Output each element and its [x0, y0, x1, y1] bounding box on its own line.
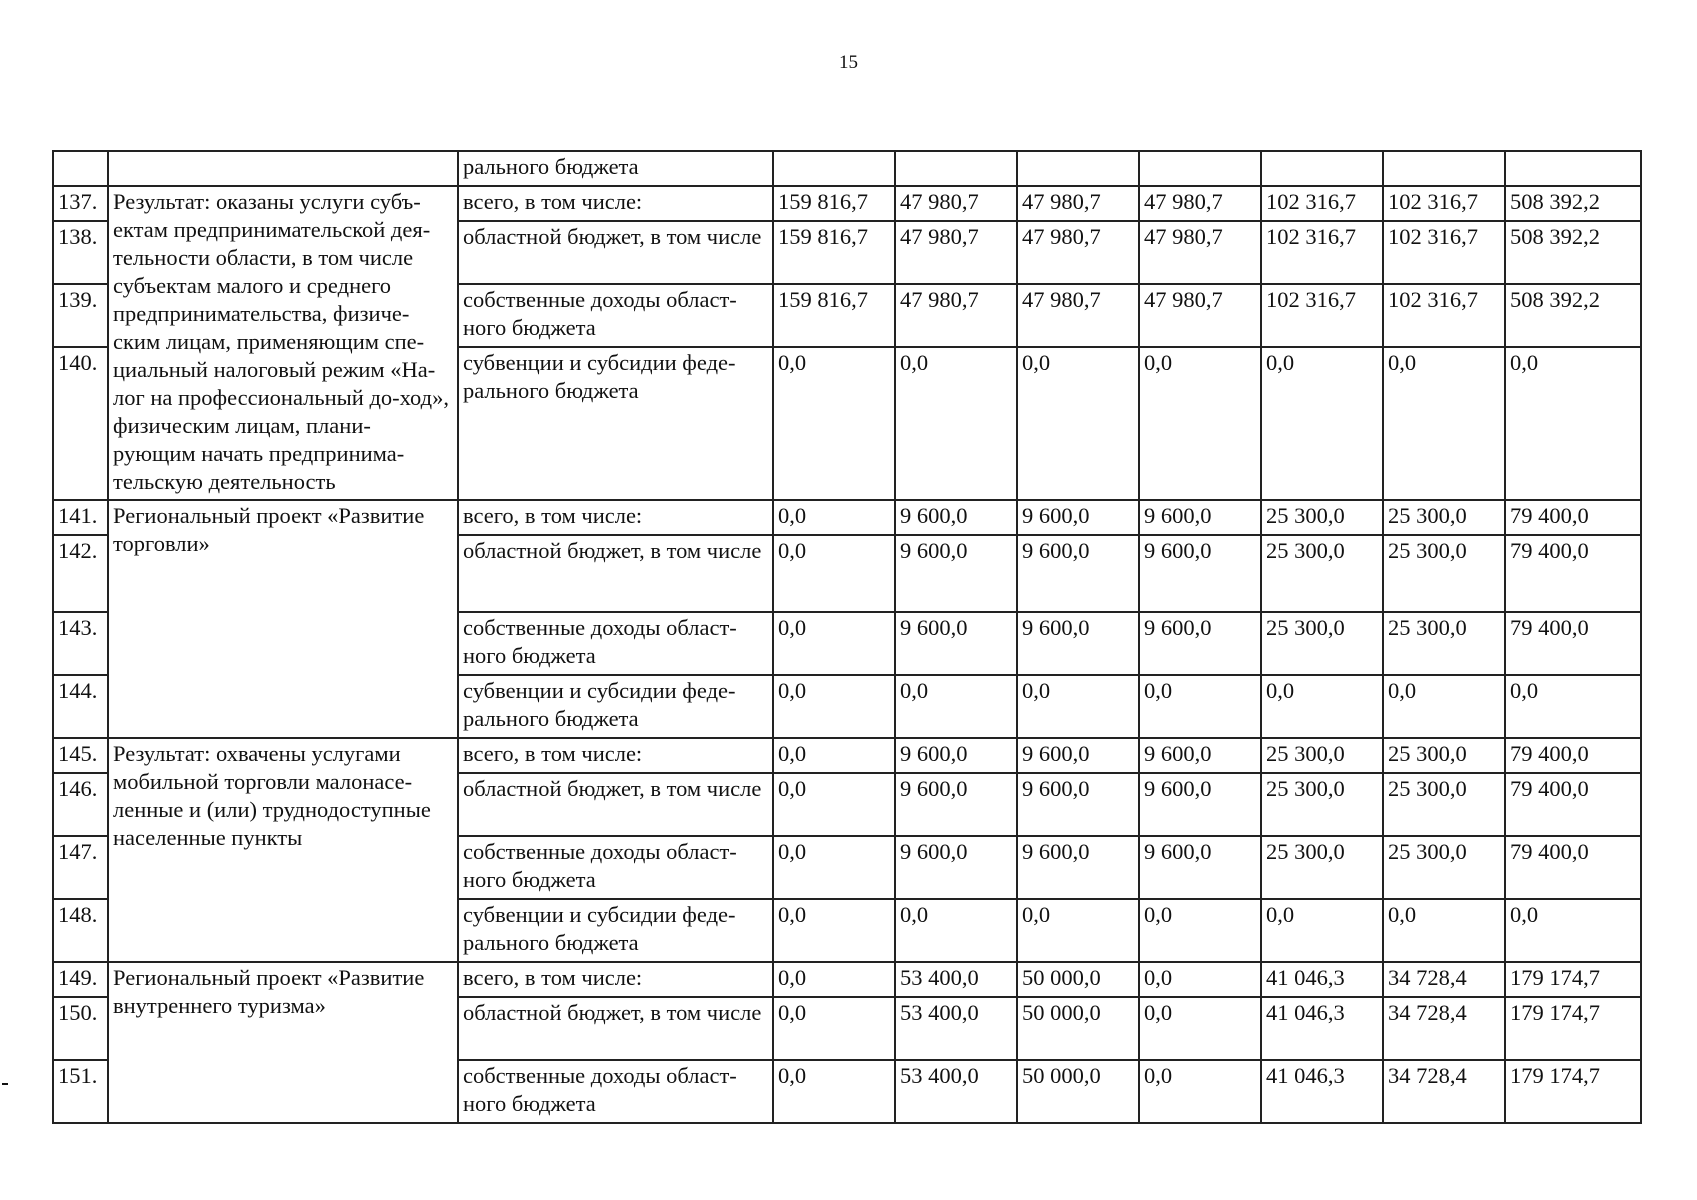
amount-cell: 25 300,0	[1261, 500, 1383, 535]
margin-mark	[2, 1083, 8, 1085]
amount-cell: 9 600,0	[1017, 500, 1139, 535]
funding-source-cell: всего, в том числе:	[458, 738, 773, 773]
row-number-cell: 142.	[53, 535, 108, 612]
row-number-cell: 141.	[53, 500, 108, 535]
amount-cell: 102 316,7	[1383, 221, 1505, 284]
amount-cell: 41 046,3	[1261, 1060, 1383, 1123]
amount-cell: 0,0	[1383, 899, 1505, 962]
amount-cell: 79 400,0	[1505, 836, 1641, 899]
amount-cell: 47 980,7	[895, 284, 1017, 347]
amount-cell: 508 392,2	[1505, 186, 1641, 221]
amount-cell: 9 600,0	[1139, 836, 1261, 899]
amount-cell: 0,0	[773, 773, 895, 836]
amount-cell: 179 174,7	[1505, 962, 1641, 997]
funding-source-cell: всего, в том числе:	[458, 186, 773, 221]
amount-cell: 0,0	[1139, 347, 1261, 500]
amount-cell: 25 300,0	[1383, 612, 1505, 675]
table-row	[53, 151, 1641, 186]
amount-cell: 41 046,3	[1261, 997, 1383, 1060]
amount-cell: 53 400,0	[895, 1060, 1017, 1123]
amount-cell: 0,0	[895, 899, 1017, 962]
amount-cell: 0,0	[773, 675, 895, 738]
amount-cell	[895, 151, 1017, 186]
row-number-cell: 145.	[53, 738, 108, 773]
amount-cell: 0,0	[1139, 899, 1261, 962]
funding-source-cell: областной бюджет, в том числе	[458, 535, 773, 612]
amount-cell: 0,0	[1505, 899, 1641, 962]
row-number-cell: 149.	[53, 962, 108, 997]
amount-cell: 25 300,0	[1383, 836, 1505, 899]
funding-source-cell: всего, в том числе:	[458, 500, 773, 535]
amount-cell: 9 600,0	[1139, 500, 1261, 535]
amount-cell: 0,0	[773, 535, 895, 612]
funding-source-cell: рального бюджета	[458, 151, 773, 186]
amount-cell: 0,0	[895, 675, 1017, 738]
amount-cell	[773, 151, 895, 186]
amount-cell: 79 400,0	[1505, 500, 1641, 535]
amount-cell: 9 600,0	[1139, 535, 1261, 612]
amount-cell: 0,0	[773, 500, 895, 535]
amount-cell: 0,0	[773, 738, 895, 773]
amount-cell	[1139, 151, 1261, 186]
row-number-cell	[53, 151, 108, 186]
amount-cell: 47 980,7	[895, 186, 1017, 221]
table-row	[53, 186, 1641, 221]
amount-cell: 0,0	[895, 347, 1017, 500]
amount-cell: 0,0	[1139, 675, 1261, 738]
row-number-cell: 144.	[53, 675, 108, 738]
amount-cell: 47 980,7	[1017, 284, 1139, 347]
amount-cell: 79 400,0	[1505, 773, 1641, 836]
amount-cell: 508 392,2	[1505, 284, 1641, 347]
amount-cell: 0,0	[1017, 675, 1139, 738]
amount-cell: 47 980,7	[895, 221, 1017, 284]
amount-cell: 9 600,0	[1139, 773, 1261, 836]
funding-source-cell: областной бюджет, в том числе	[458, 221, 773, 284]
row-number-cell: 138.	[53, 221, 108, 284]
amount-cell: 159 816,7	[773, 284, 895, 347]
amount-cell: 0,0	[773, 899, 895, 962]
amount-cell: 0,0	[773, 1060, 895, 1123]
funding-source-cell: всего, в том числе:	[458, 962, 773, 997]
funding-source-cell: собственные доходы област-ного бюджета	[458, 1060, 773, 1123]
amount-cell: 47 980,7	[1017, 186, 1139, 221]
amount-cell: 9 600,0	[1139, 612, 1261, 675]
amount-cell: 508 392,2	[1505, 221, 1641, 284]
amount-cell	[1505, 151, 1641, 186]
amount-cell	[1261, 151, 1383, 186]
amount-cell: 9 600,0	[895, 535, 1017, 612]
amount-cell: 50 000,0	[1017, 997, 1139, 1060]
amount-cell: 79 400,0	[1505, 535, 1641, 612]
row-number-cell: 143.	[53, 612, 108, 675]
amount-cell: 47 980,7	[1139, 221, 1261, 284]
row-number-cell: 147.	[53, 836, 108, 899]
amount-cell: 9 600,0	[1139, 738, 1261, 773]
amount-cell: 9 600,0	[895, 500, 1017, 535]
amount-cell: 0,0	[1139, 997, 1261, 1060]
funding-source-cell: областной бюджет, в том числе	[458, 773, 773, 836]
amount-cell: 9 600,0	[1017, 612, 1139, 675]
amount-cell: 53 400,0	[895, 997, 1017, 1060]
amount-cell: 53 400,0	[895, 962, 1017, 997]
funding-source-cell: областной бюджет, в том числе	[458, 997, 773, 1060]
amount-cell: 0,0	[773, 997, 895, 1060]
amount-cell: 25 300,0	[1261, 773, 1383, 836]
funding-source-cell: субвенции и субсидии феде-рального бюджета	[458, 347, 773, 500]
description-cell: Результат: охвачены услугами мобильной торговли малонасе-ленные и (или) труднодоступные населенные пункты	[108, 738, 458, 962]
amount-cell: 0,0	[1505, 347, 1641, 500]
amount-cell: 25 300,0	[1383, 535, 1505, 612]
amount-cell: 9 600,0	[895, 773, 1017, 836]
amount-cell: 25 300,0	[1261, 612, 1383, 675]
amount-cell: 79 400,0	[1505, 738, 1641, 773]
amount-cell: 0,0	[1261, 347, 1383, 500]
amount-cell: 9 600,0	[895, 612, 1017, 675]
amount-cell: 25 300,0	[1383, 500, 1505, 535]
amount-cell	[1383, 151, 1505, 186]
amount-cell: 102 316,7	[1261, 284, 1383, 347]
row-number-cell: 139.	[53, 284, 108, 347]
amount-cell: 47 980,7	[1139, 284, 1261, 347]
amount-cell: 9 600,0	[895, 836, 1017, 899]
amount-cell: 34 728,4	[1383, 997, 1505, 1060]
description-cell: Региональный проект «Развитие внутреннего туризма»	[108, 962, 458, 1123]
amount-cell: 0,0	[1139, 962, 1261, 997]
funding-source-cell: собственные доходы област-ного бюджета	[458, 836, 773, 899]
row-number-cell: 151.	[53, 1060, 108, 1123]
amount-cell: 50 000,0	[1017, 1060, 1139, 1123]
funding-source-cell: собственные доходы област-ного бюджета	[458, 612, 773, 675]
amount-cell: 102 316,7	[1383, 284, 1505, 347]
row-number-cell: 148.	[53, 899, 108, 962]
amount-cell: 0,0	[1261, 675, 1383, 738]
table-row	[53, 500, 1641, 535]
funding-source-cell: собственные доходы област-ного бюджета	[458, 284, 773, 347]
amount-cell: 9 600,0	[895, 738, 1017, 773]
amount-cell	[1017, 151, 1139, 186]
description-cell	[108, 151, 458, 186]
amount-cell: 0,0	[1017, 899, 1139, 962]
amount-cell: 50 000,0	[1017, 962, 1139, 997]
table-row	[53, 962, 1641, 997]
row-number-cell: 150.	[53, 997, 108, 1060]
amount-cell: 102 316,7	[1261, 186, 1383, 221]
amount-cell: 159 816,7	[773, 186, 895, 221]
amount-cell: 47 980,7	[1139, 186, 1261, 221]
amount-cell: 79 400,0	[1505, 612, 1641, 675]
amount-cell: 179 174,7	[1505, 997, 1641, 1060]
amount-cell: 9 600,0	[1017, 773, 1139, 836]
amount-cell: 0,0	[773, 962, 895, 997]
amount-cell: 25 300,0	[1261, 738, 1383, 773]
budget-table	[52, 150, 1642, 1124]
amount-cell: 0,0	[1505, 675, 1641, 738]
amount-cell: 25 300,0	[1383, 738, 1505, 773]
amount-cell: 102 316,7	[1383, 186, 1505, 221]
funding-source-cell: субвенции и субсидии феде-рального бюджета	[458, 675, 773, 738]
row-number-cell: 140.	[53, 347, 108, 500]
amount-cell: 25 300,0	[1261, 836, 1383, 899]
amount-cell: 0,0	[1261, 899, 1383, 962]
amount-cell: 0,0	[1383, 347, 1505, 500]
amount-cell: 0,0	[1017, 347, 1139, 500]
amount-cell: 34 728,4	[1383, 962, 1505, 997]
table-row	[53, 738, 1641, 773]
amount-cell: 0,0	[773, 612, 895, 675]
amount-cell: 25 300,0	[1261, 535, 1383, 612]
amount-cell: 0,0	[1383, 675, 1505, 738]
funding-source-cell: субвенции и субсидии феде-рального бюджета	[458, 899, 773, 962]
amount-cell: 47 980,7	[1017, 221, 1139, 284]
description-cell: Результат: оказаны услуги субъ-ектам предпринимательской дея-тельности области, в том числе субъектам малого и среднего предпринимательства, физиче-ским лицам, применяющим спе-циальный налоговый режим «На-лог на профессиональный до-ход», физическим лицам, плани-рующим начать предпринима-тельскую деятельность	[108, 186, 458, 500]
row-number-cell: 146.	[53, 773, 108, 836]
page-number: 15	[839, 52, 858, 73]
amount-cell: 25 300,0	[1383, 773, 1505, 836]
amount-cell: 0,0	[773, 836, 895, 899]
row-number-cell: 137.	[53, 186, 108, 221]
amount-cell: 9 600,0	[1017, 535, 1139, 612]
amount-cell: 9 600,0	[1017, 738, 1139, 773]
amount-cell: 102 316,7	[1261, 221, 1383, 284]
amount-cell: 9 600,0	[1017, 836, 1139, 899]
amount-cell: 41 046,3	[1261, 962, 1383, 997]
description-cell: Региональный проект «Развитие торговли»	[108, 500, 458, 738]
amount-cell: 0,0	[1139, 1060, 1261, 1123]
amount-cell: 179 174,7	[1505, 1060, 1641, 1123]
amount-cell: 159 816,7	[773, 221, 895, 284]
amount-cell: 34 728,4	[1383, 1060, 1505, 1123]
amount-cell: 0,0	[773, 347, 895, 500]
